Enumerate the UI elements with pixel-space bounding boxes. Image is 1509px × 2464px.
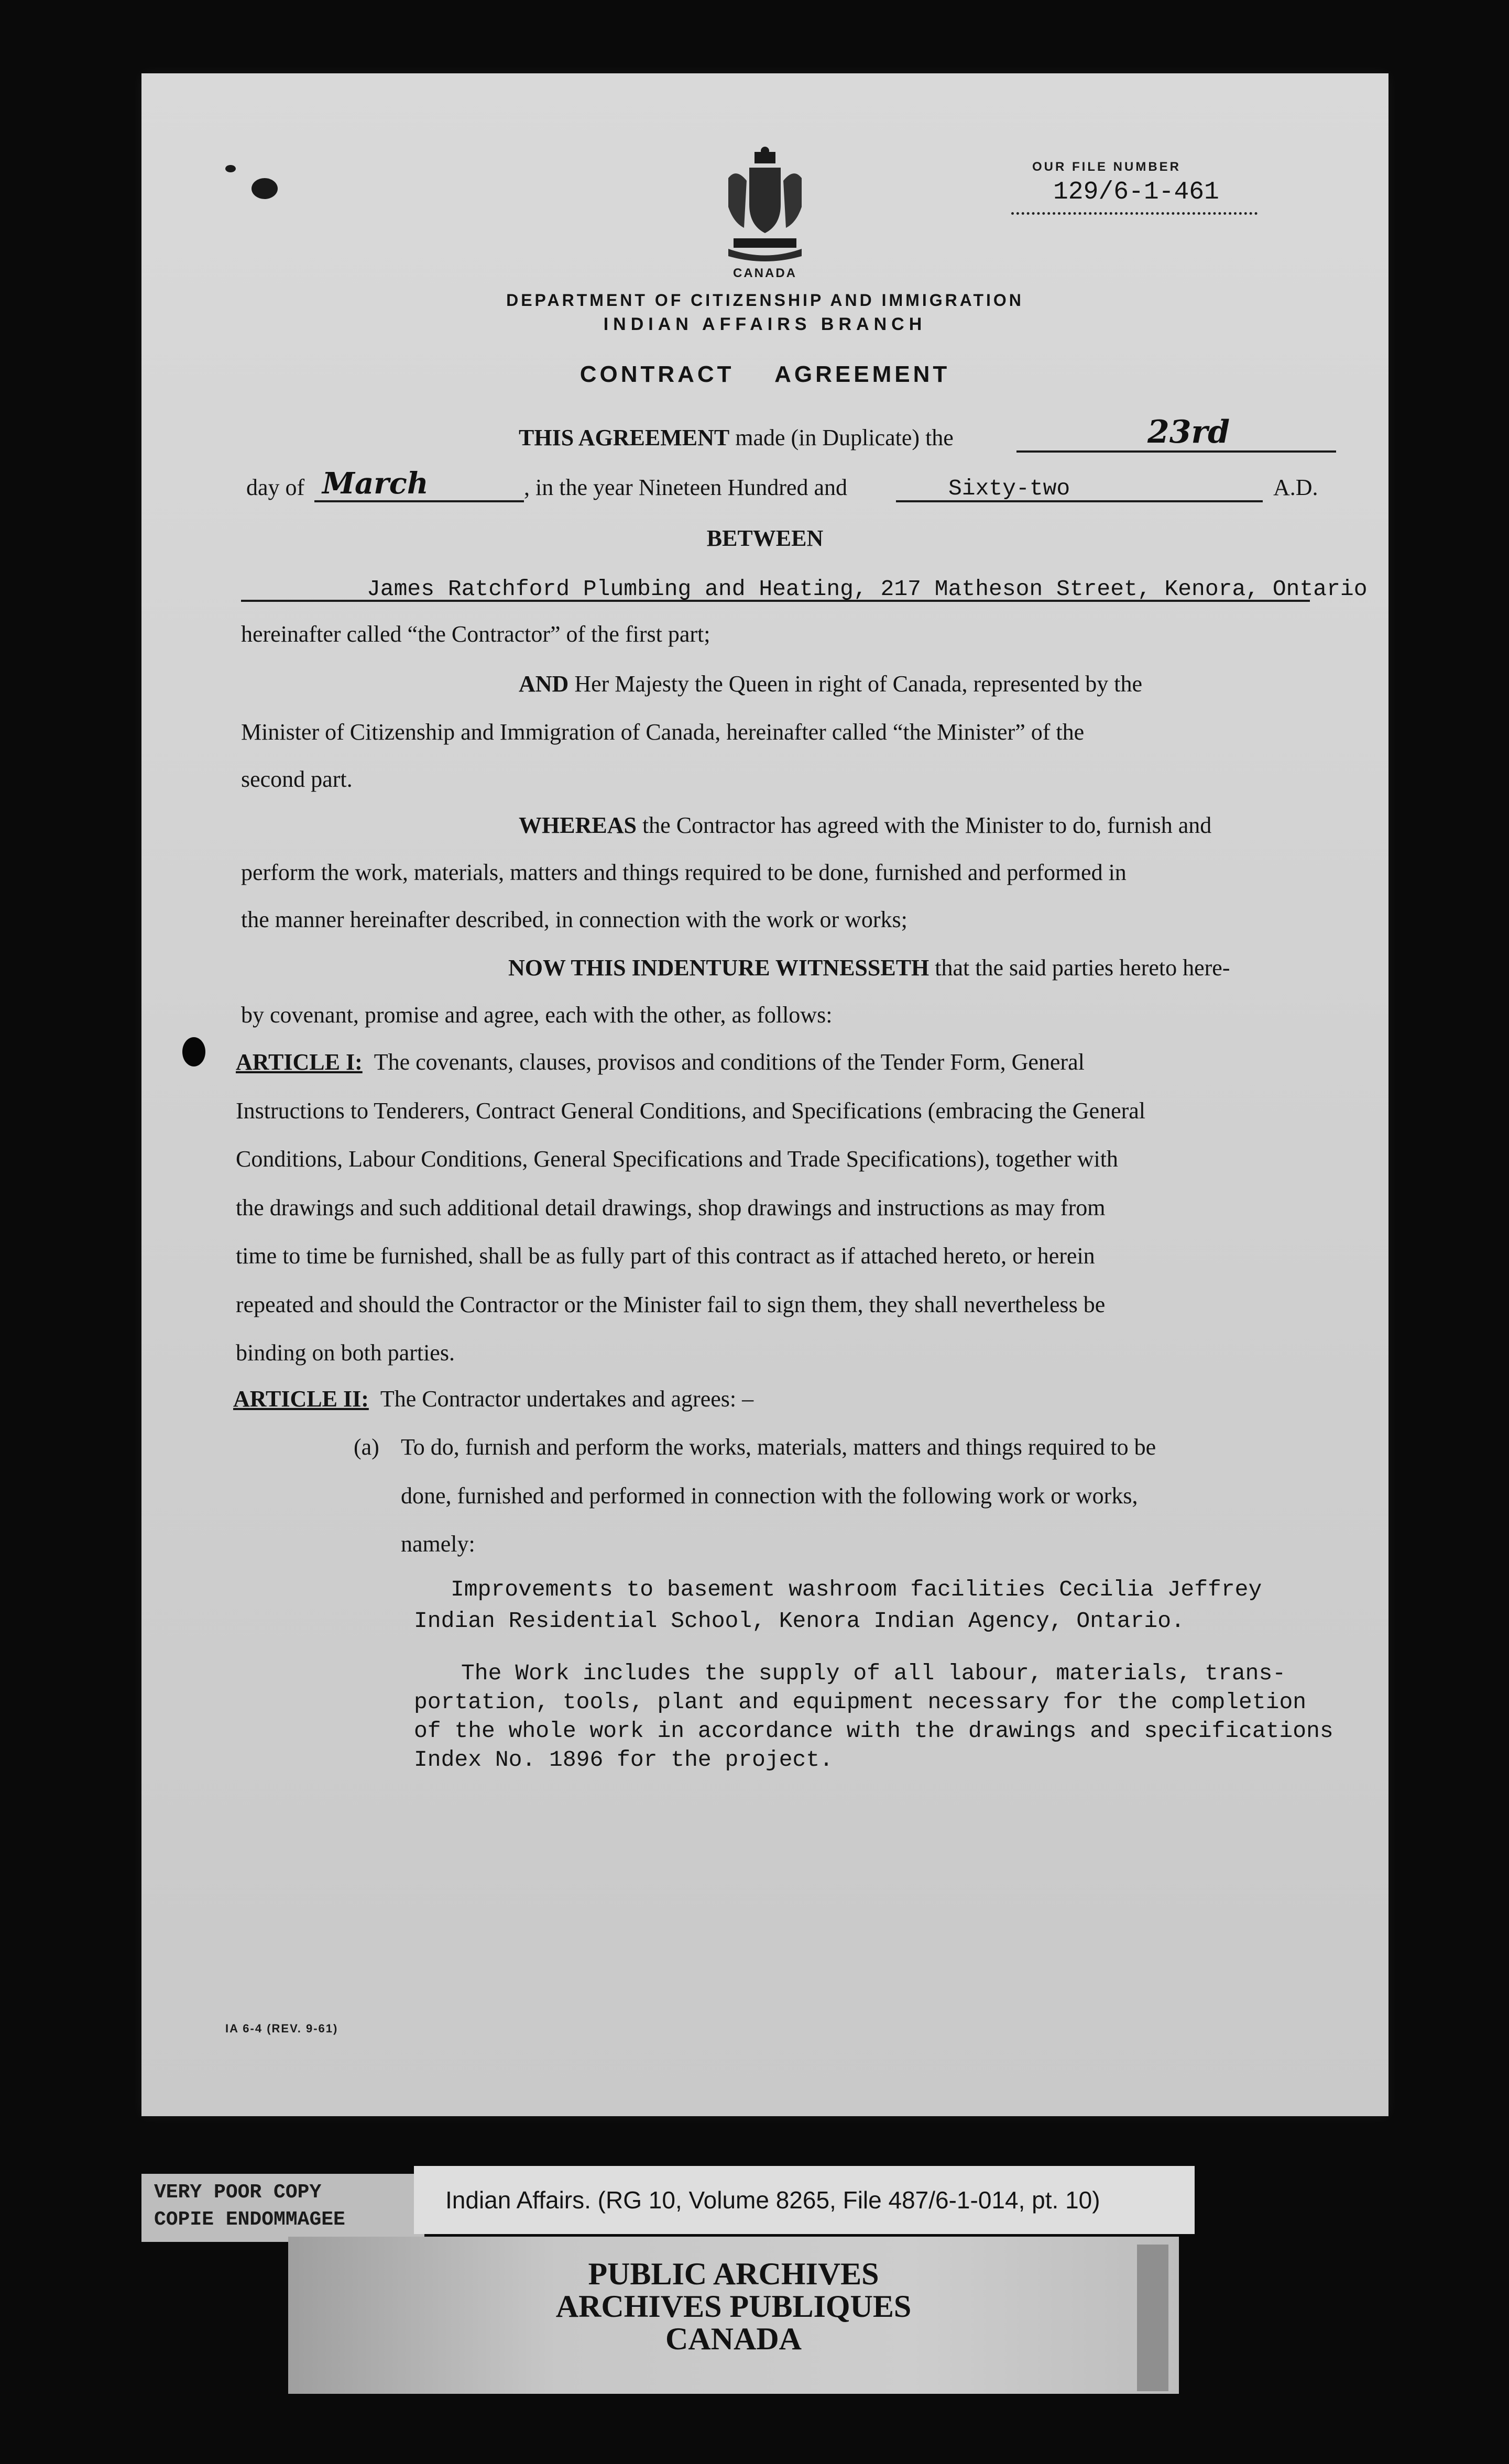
article-1-line-7: binding on both parties.	[236, 1340, 455, 1366]
form-code: IA 6-4 (REV. 9-61)	[225, 2022, 338, 2035]
scope-line-3: of the whole work in accordance with the drawings and specifications	[414, 1718, 1333, 1744]
witnesseth-lead: NOW THIS INDENTURE WITNESSETH	[508, 955, 930, 981]
whereas-line-1-text: the Contractor has agreed with the Minister to do, furnish and	[642, 812, 1212, 838]
whereas-line-1	[519, 812, 1211, 839]
department-name: DEPARTMENT OF CITIZENSHIP AND IMMIGRATION	[506, 291, 1024, 310]
minister-line-1	[519, 670, 1142, 697]
archives-en: PUBLIC ARCHIVES	[588, 2257, 879, 2291]
witnesseth-line-1	[508, 954, 1230, 981]
poor-copy-fr: COPIE ENDOMMAGEE	[154, 2208, 345, 2231]
minister-line-2: Minister of Citizenship and Immigration of Canada, hereinafter called “the Minister” of the	[241, 719, 1085, 745]
crest-caption: CANADA	[733, 266, 797, 280]
archives-fr: ARCHIVES PUBLIQUES	[555, 2289, 912, 2324]
archives-country: CANADA	[665, 2322, 802, 2356]
file-number-label: OUR FILE NUMBER	[1032, 160, 1181, 174]
poor-copy-label	[141, 2174, 424, 2242]
article-2-intro	[233, 1385, 753, 1412]
contractor-description: hereinafter called “the Contractor” of the first part;	[241, 621, 710, 647]
whereas-line-2: perform the work, materials, matters and things required to be done, furnished and performed in	[241, 860, 1127, 885]
scope-line-1: The Work includes the supply of all labour, materials, trans-	[461, 1660, 1286, 1686]
item-a-line-3: namely:	[401, 1531, 475, 1557]
agreement-lead: THIS AGREEMENT	[519, 425, 730, 450]
agreement-intro	[519, 424, 954, 451]
poor-copy-en: VERY POOR COPY	[154, 2181, 322, 2204]
archive-reference-label: Indian Affairs. (RG 10, Volume 8265, File 487/6-1-014, pt. 10)	[414, 2166, 1195, 2234]
branch-name: INDIAN AFFAIRS BRANCH	[603, 314, 927, 334]
article-1-line-6: repeated and should the Contractor or the Minister fail to sign them, they shall nevertheless be	[236, 1292, 1106, 1317]
item-a-line-1: To do, furnish and perform the works, materials, matters and things required to be	[401, 1434, 1156, 1460]
whereas-line-3: the manner hereinafter described, in connection with the work or works;	[241, 907, 907, 932]
archives-stamp-text	[288, 2258, 1179, 2355]
minister-line-3: second part.	[241, 766, 353, 792]
day-of-label: day of	[246, 475, 305, 500]
agreement-intro-text: made (in Duplicate) the	[735, 425, 954, 450]
day-value: 23rd	[1147, 414, 1230, 450]
file-number-field: 129/6-1-461	[1011, 178, 1258, 215]
label-edge	[1137, 2245, 1168, 2391]
contractor-name: James Ratchford Plumbing and Heating, 217 Matheson Street, Kenora, Ontario	[367, 576, 1368, 602]
scope-line-2: portation, tools, plant and equipment necessary for the completion	[414, 1689, 1307, 1715]
day-blank	[1016, 450, 1336, 453]
scope-line-4: Index No. 1896 for the project.	[414, 1747, 833, 1773]
article-1-line-5: time to time be furnished, shall be as fully part of this contract as if attached hereto, or herein	[236, 1243, 1095, 1269]
archives-stamp	[288, 2237, 1179, 2394]
witnesseth-line-2: by covenant, promise and agree, each with the other, as follows:	[241, 1002, 833, 1028]
ad-label: A.D.	[1273, 475, 1318, 500]
between-heading: BETWEEN	[706, 525, 824, 551]
whereas-lead: WHEREAS	[519, 812, 637, 838]
year-label: , in the year Nineteen Hundred and	[524, 475, 847, 500]
article-2-intro-text: The Contractor undertakes and agrees: –	[380, 1386, 754, 1412]
article-1-line-1	[236, 1049, 1085, 1075]
canada-coat-of-arms-icon	[718, 147, 812, 267]
year-value: Sixty-two	[948, 476, 1070, 501]
ink-smudge	[225, 165, 236, 172]
article-1-label: ARTICLE I:	[236, 1049, 363, 1075]
minister-lead: AND	[519, 671, 569, 697]
article-1-line-1-text: The covenants, clauses, provisos and conditions of the Tender Form, General	[374, 1049, 1085, 1075]
punch-hole	[182, 1037, 205, 1066]
work-description-line-1: Improvements to basement washroom facilities Cecilia Jeffrey	[451, 1577, 1262, 1602]
article-1-line-3: Conditions, Labour Conditions, General Specifications and Trade Specifications), together with	[236, 1146, 1118, 1172]
article-2-label: ARTICLE II:	[233, 1386, 369, 1412]
work-description-line-2: Indian Residential School, Kenora Indian Agency, Ontario.	[414, 1608, 1185, 1634]
item-a-label: (a)	[354, 1434, 379, 1460]
witnesseth-line-1-text: that the said parties hereto here-	[935, 955, 1230, 981]
month-value: March	[322, 466, 429, 501]
item-a-line-2: done, furnished and performed in connection with the following work or works,	[401, 1483, 1138, 1509]
article-1-line-4: the drawings and such additional detail drawings, shop drawings and instructions as may from	[236, 1195, 1106, 1220]
minister-line-1-text: Her Majesty the Queen in right of Canada, represented by the	[574, 671, 1143, 697]
document-page	[141, 73, 1388, 2116]
article-1-line-2: Instructions to Tenderers, Contract General Conditions, and Specifications (embracing the General	[236, 1098, 1146, 1124]
ink-smudge	[252, 178, 278, 199]
page-title: CONTRACT AGREEMENT	[579, 361, 950, 387]
